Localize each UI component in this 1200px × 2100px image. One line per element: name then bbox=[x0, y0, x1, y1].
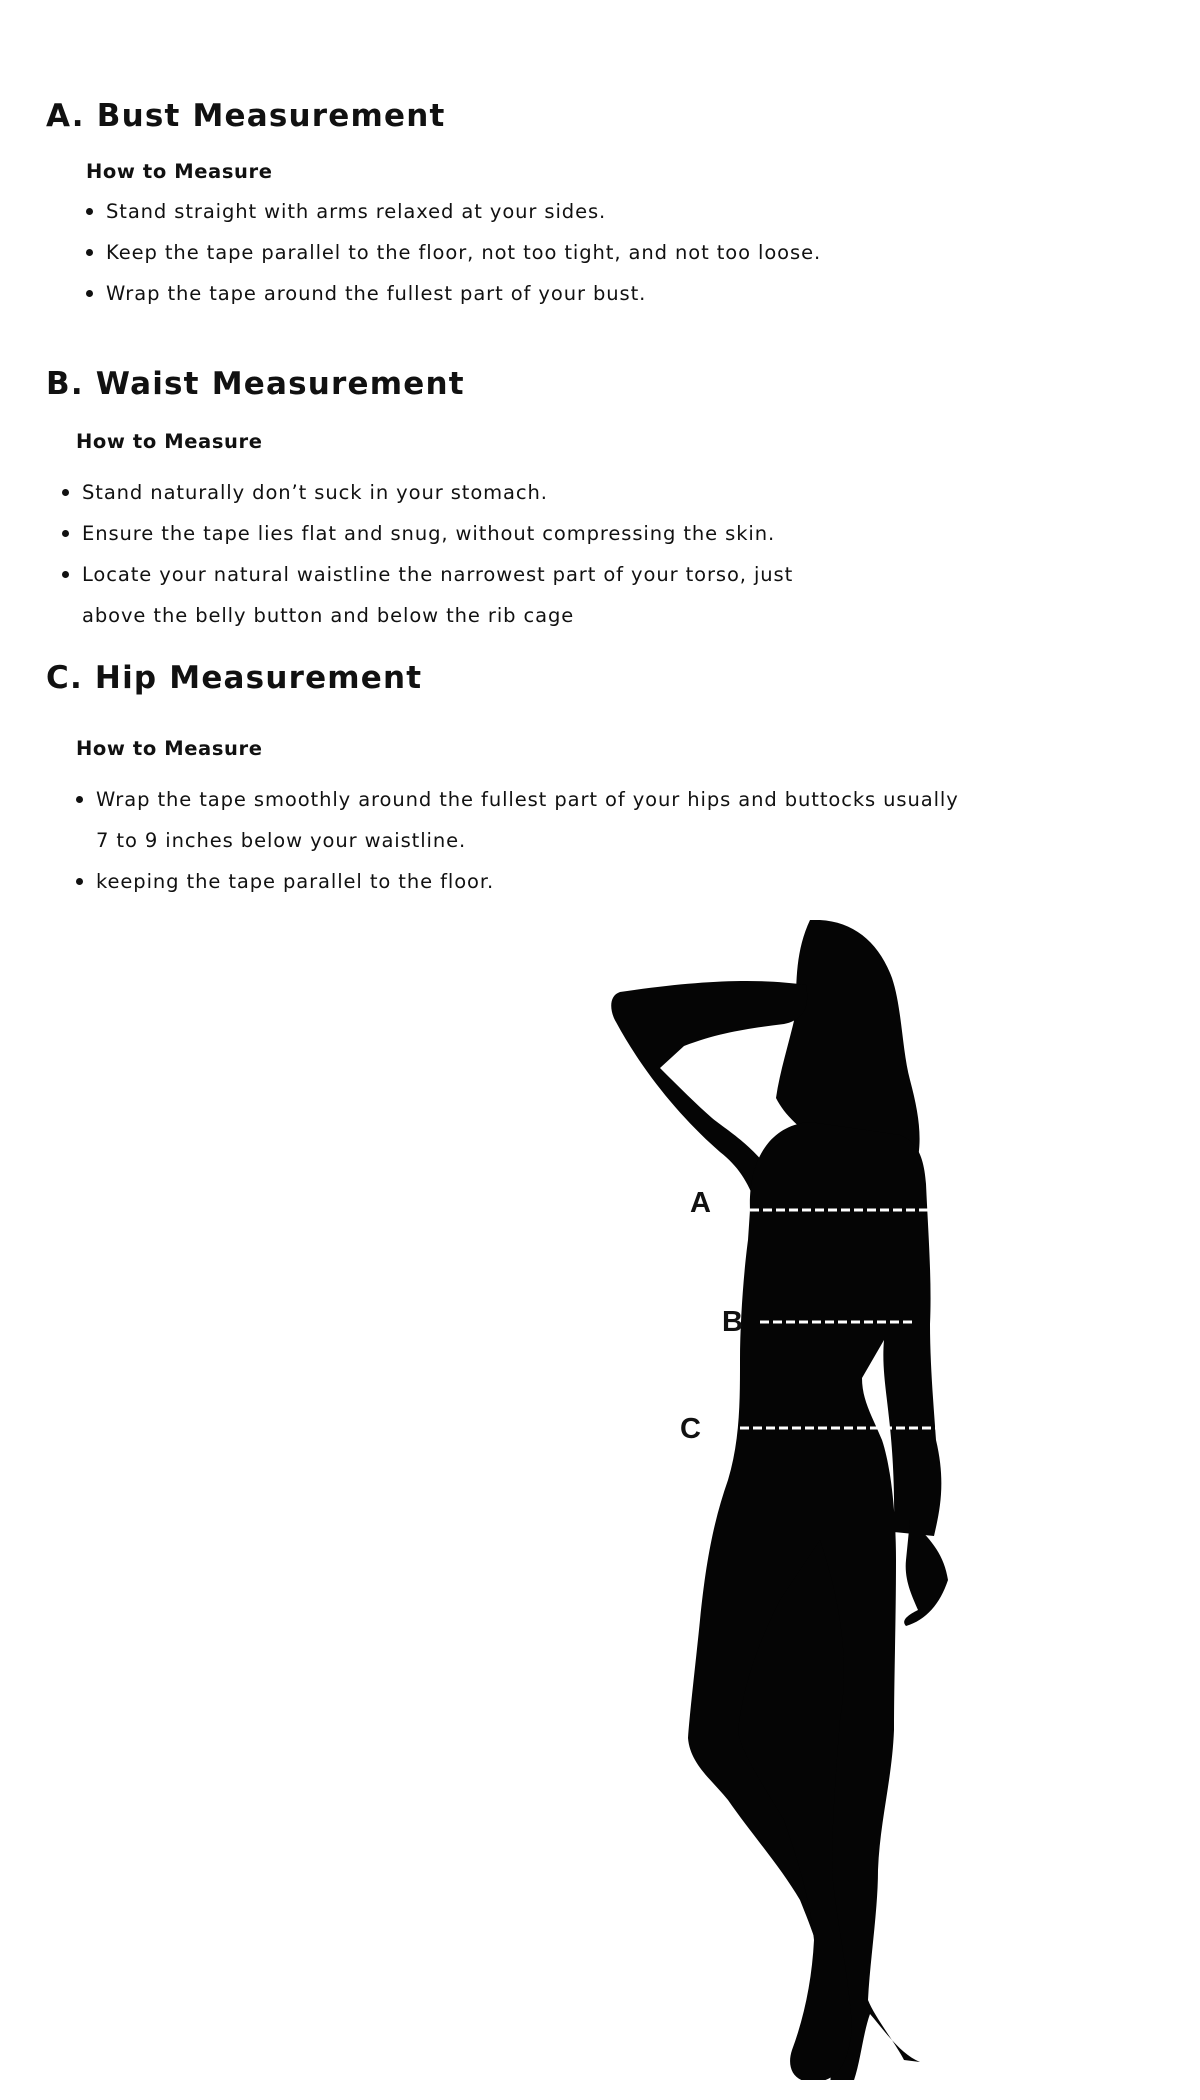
list-item: Wrap the tape smoothly around the fullest part of your hips and buttocks usually 7 to 9 inches below your waistline. bbox=[76, 779, 976, 861]
bust-section-title: A. Bust Measurement bbox=[46, 98, 446, 134]
hip-section-title: C. Hip Measurement bbox=[46, 660, 423, 696]
list-item: Stand naturally don’t suck in your stomach. bbox=[62, 472, 802, 513]
bust-label: A bbox=[690, 1187, 711, 1219]
hip-label: C bbox=[680, 1413, 701, 1445]
waist-section-title: B. Waist Measurement bbox=[46, 366, 465, 402]
woman-silhouette-illustration bbox=[600, 920, 1020, 2080]
body-measurement-figure bbox=[600, 920, 1020, 2080]
hair-shape bbox=[776, 920, 920, 1158]
hand-shape bbox=[904, 1520, 948, 1626]
list-item: Ensure the tape lies flat and snug, without compressing the skin. bbox=[62, 513, 802, 554]
list-item: keeping the tape parallel to the floor. bbox=[76, 861, 976, 902]
silhouette bbox=[611, 920, 948, 2080]
hip-instructions-list bbox=[76, 779, 976, 902]
list-item: Locate your natural waistline the narrowest part of your torso, just above the belly button and below the rib cage bbox=[62, 554, 802, 636]
bust-how-to-measure-heading: How to Measure bbox=[86, 160, 273, 183]
list-item: Keep the tape parallel to the floor, not too tight, and not too loose. bbox=[86, 232, 986, 273]
waist-label: B bbox=[722, 1306, 743, 1338]
waist-instructions-list bbox=[62, 472, 802, 636]
list-item: Wrap the tape around the fullest part of your bust. bbox=[86, 273, 986, 314]
bust-instructions-list bbox=[86, 191, 986, 314]
list-item: Stand straight with arms relaxed at your sides. bbox=[86, 191, 986, 232]
waist-how-to-measure-heading: How to Measure bbox=[76, 430, 263, 453]
hip-how-to-measure-heading: How to Measure bbox=[76, 737, 263, 760]
